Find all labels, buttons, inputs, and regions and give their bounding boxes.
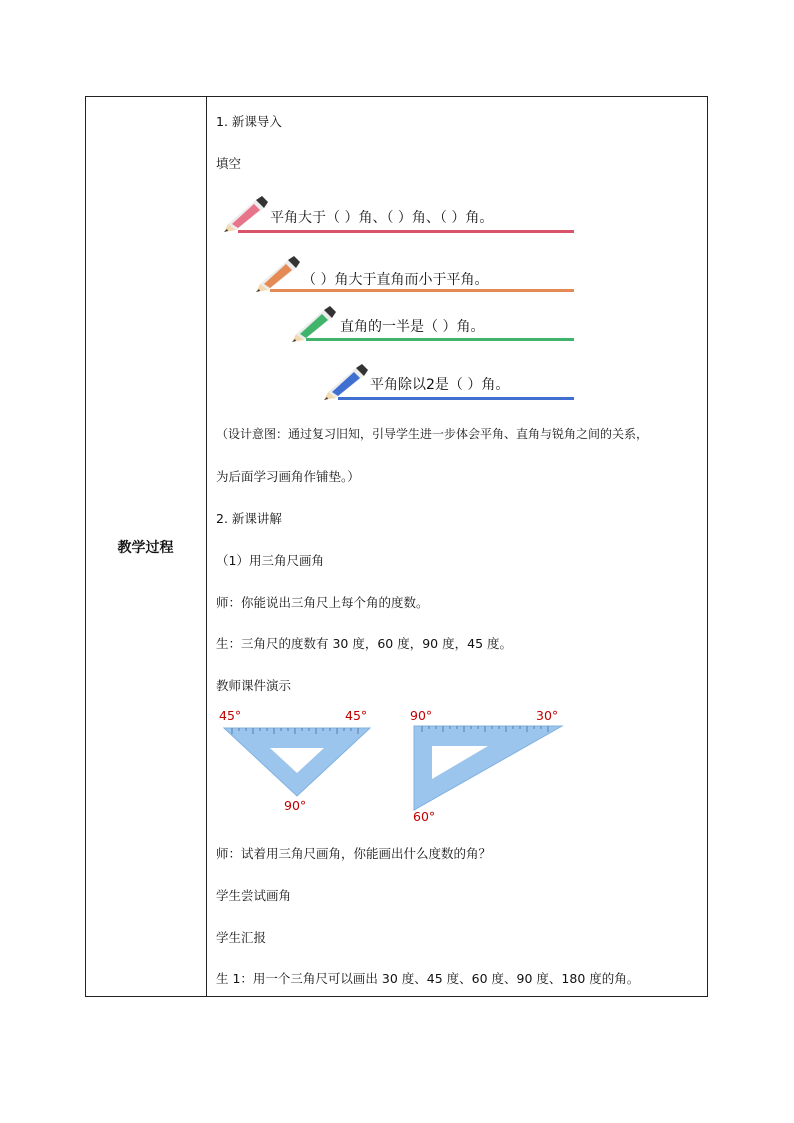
tri2-right-angle: 30° [536,708,559,723]
student-try: 学生尝试画角 [216,888,292,903]
blank-1-underline [238,230,574,233]
tri1-bottom-angle: 90° [284,798,307,813]
blank-1-text: 平角大于（ ）角、（ ）角、（ ）角。 [270,210,494,226]
tri2-left-angle: 90° [410,708,433,723]
blank-3-underline [306,338,574,341]
pink-pencil-icon [222,194,268,232]
fill-heading: 填空 [216,156,242,171]
green-pencil-icon [290,304,336,342]
subsection-1: （1）用三角尺画角 [216,553,324,568]
tri1-right-angle: 45° [345,708,368,723]
demo-label: 教师课件演示 [216,678,292,693]
triangle-ruler-45-icon [222,726,372,798]
teacher-question-1: 师：你能说出三角尺上每个角的度数。 [216,595,429,610]
student-answer-2: 生 1：用一个三角尺可以画出 30 度、45 度、60 度、90 度、180 度的角。 [216,971,640,986]
left-label: 教学过程 [117,540,174,556]
section2-title: 2. 新课讲解 [216,511,282,526]
student-report: 学生汇报 [216,930,267,945]
column-divider [206,96,207,997]
tri2-bottom-angle: 60° [413,809,436,824]
tri1-left-angle: 45° [219,708,242,723]
design-note-line2: 为后面学习画角作铺垫。） [216,469,360,484]
blank-2-text: （ ）角大于直角而小于平角。 [302,272,489,288]
triangle-ruler-30-60-icon [412,724,564,812]
blank-2-underline [270,289,574,292]
student-answer-1: 生：三角尺的度数有 30 度，60 度，90 度，45 度。 [216,636,512,651]
teacher-question-2: 师：试着用三角尺画角，你能画出什么度数的角？ [216,846,492,861]
design-note-line1: （设计意图：通过复习旧知，引导学生进一步体会平角、直角与锐角之间的关系， [216,427,649,441]
blank-4-text: 平角除以2是（ ）角。 [370,377,510,393]
section1-title: 1. 新课导入 [216,114,282,129]
blue-pencil-icon [322,362,368,400]
blank-3-text: 直角的一半是（ ）角。 [340,319,485,335]
orange-pencil-icon [254,254,300,292]
blank-4-underline [338,397,574,400]
